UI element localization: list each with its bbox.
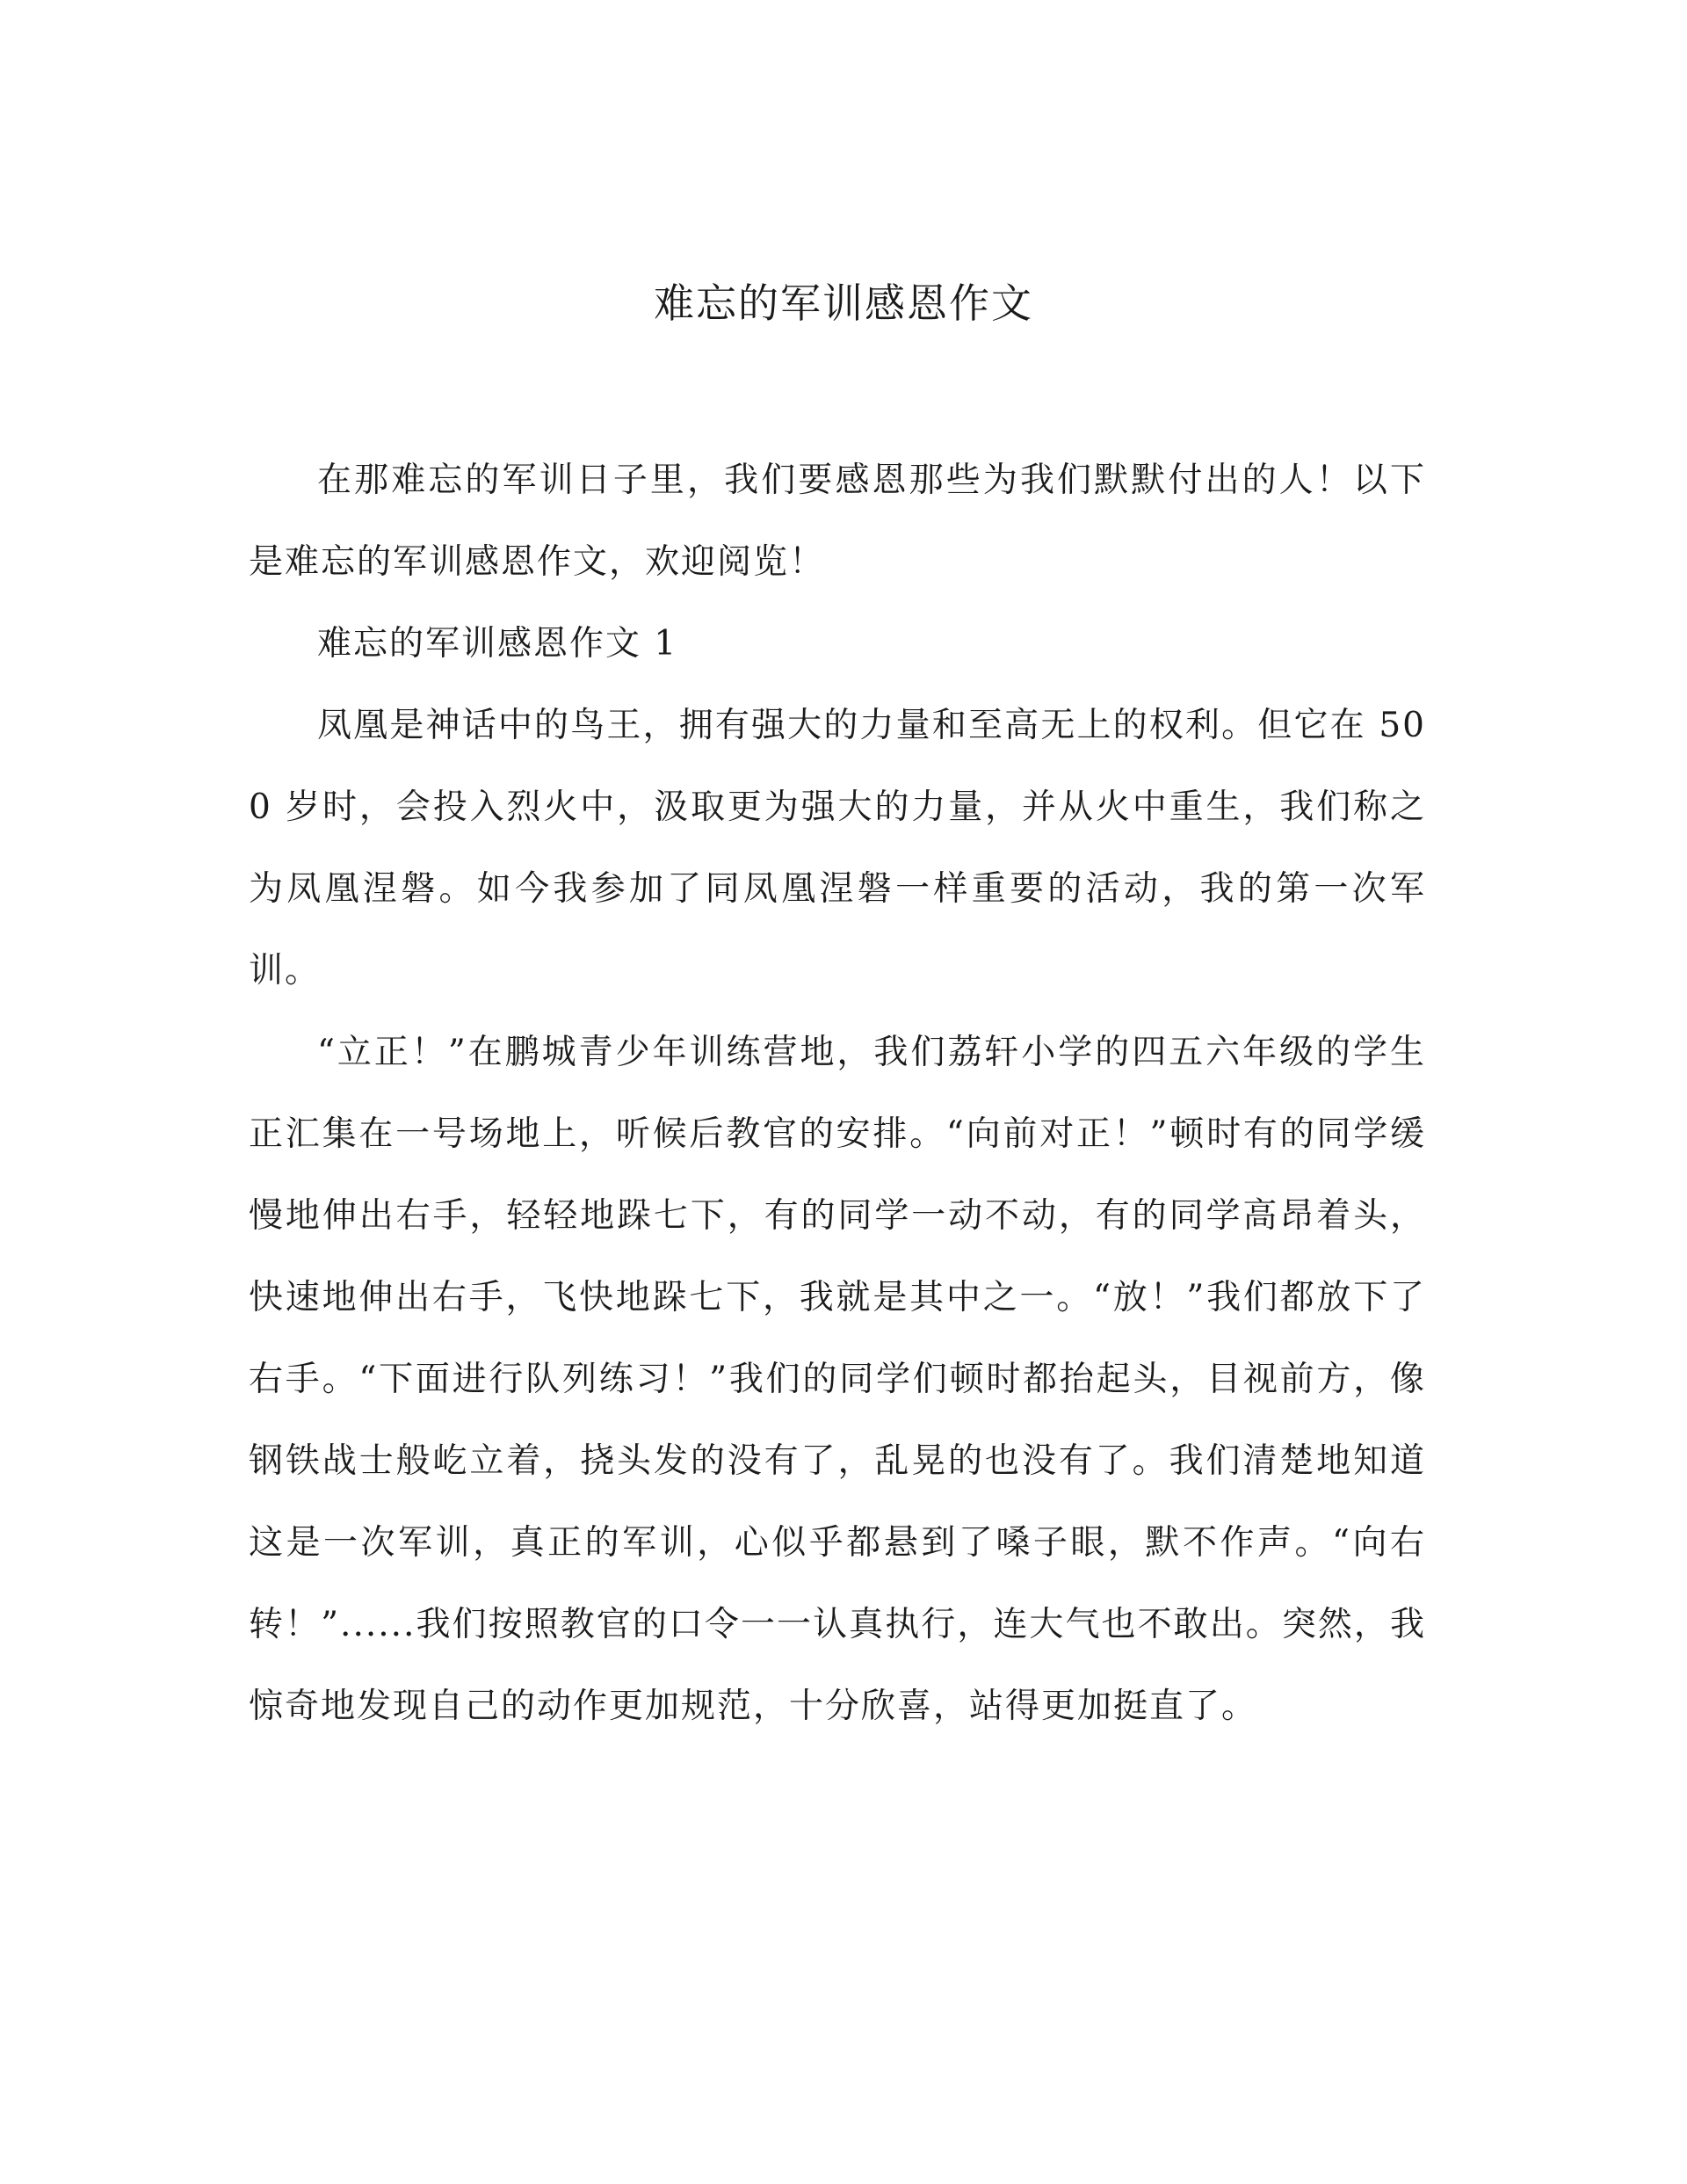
document-body [249,439,1426,1747]
intro-paragraph: 在那难忘的军训日子里，我们要感恩那些为我们默默付出的人！以下是难忘的军训感恩作文，欢迎阅览！ [249,461,1426,582]
document-title: 难忘的军训感恩作文 [654,279,1033,327]
body-paragraph: 凤凰是神话中的鸟王，拥有强大的力量和至高无上的权利。但它在 500 岁时，会投入烈火中，汲取更为强大的力量，并从火中重生，我们称之为凤凰涅磐。如今我参加了同凤凰涅磐一样重要的活动，我的第一次军训。 [249,706,1426,990]
body-paragraph: “立正！”在鹏城青少年训练营地，我们荔轩小学的四五六年级的学生正汇集在一号场地上，听候后教官的安排。“向前对正！”顿时有的同学缓慢地伸出右手，轻轻地跺七下，有的同学一动不动，有的同学高昂着头，快速地伸出右手，飞快地跺七下，我就是其中之一。“放！”我们都放下了右手。“下面进行队列练习！”我们的同学们顿时都抬起头，目视前方，像钢铁战士般屹立着，挠头发的没有了，乱晃的也没有了。我们清楚地知道这是一次军训，真正的军训，心似乎都悬到了嗓子眼，默不作声。“向右转！”......我们按照教官的口令一一认真执行，连大气也不敢出。突然，我惊奇地发现自己的动作更加规范，十分欣喜，站得更加挺直了。 [249,1033,1426,1726]
section-heading: 难忘的军训感恩作文 1 [317,624,678,664]
